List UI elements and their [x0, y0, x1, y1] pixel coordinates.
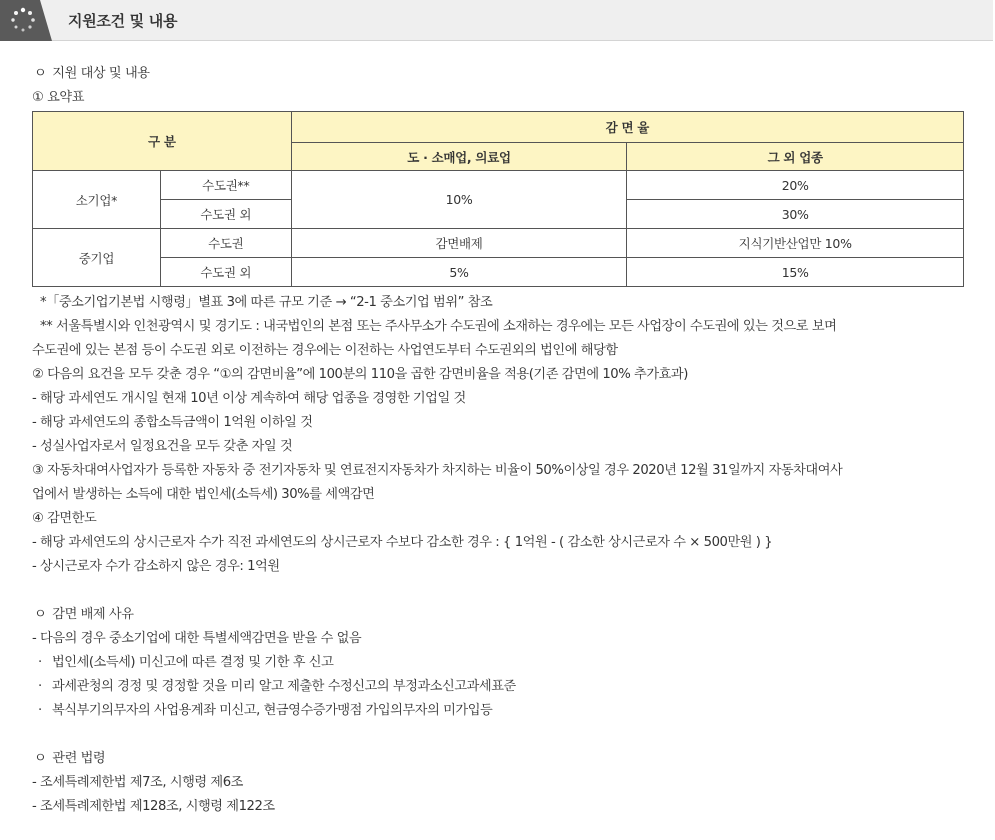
- header-other: 그 외 업종: [627, 143, 964, 171]
- item2-title: ② 다음의 요건을 모두 갖춘 경우 “①의 감면비율”에 100분의 110을 곱한 감면비율을 적용(기존 감면에 10% 추가효과): [32, 367, 688, 382]
- section-law-title: [32, 747, 967, 771]
- medium-other-metro-rate: 지식기반산업만 10%: [627, 229, 964, 258]
- exclusion-item-text: 복식부기의무자의 사업용계좌 미신고, 현금영수증가맹점 가입의무자의 미가입등: [52, 703, 493, 718]
- note-size-criteria: *「중소기업기본법 시행령」별표 3에 따른 규모 기준 → “2-1 중소기업 범위” 참조: [40, 295, 493, 310]
- dots-ring-icon: [10, 7, 36, 33]
- item3-line-1: ③ 자동차대여사업자가 등록한 자동차 중 전기자동차 및 연료전지자동차가 차지하는 비율이 50%이상일 경우 2020년 12월 31일까지 자동차대여사: [32, 463, 843, 478]
- exclusion-intro: - 다음의 경우 중소기업에 대한 특별세액감면을 받을 수 없음: [32, 631, 362, 646]
- page-title: 지원조건 및 내용: [68, 12, 178, 30]
- dot-bullet: ·: [38, 679, 42, 694]
- section-title: 관련 법령: [52, 751, 106, 766]
- exclusion-item: [32, 699, 967, 723]
- header-wholesale: 도 · 소매업, 의료업: [291, 143, 627, 171]
- small-metro-label: 수도권**: [160, 171, 291, 200]
- dot-bullet: ·: [38, 655, 42, 670]
- medium-business-label: 중기업: [33, 229, 161, 287]
- item4-title: ④ 감면한도: [32, 511, 97, 526]
- medium-metro-label: 수도권: [160, 229, 291, 258]
- section-title: 지원 대상 및 내용: [52, 66, 150, 81]
- section-support-title: [32, 62, 967, 86]
- header-rate: 감 면 율: [291, 112, 963, 143]
- small-other-non-metro-rate: 30%: [627, 200, 964, 229]
- medium-non-metro-label: 수도권 외: [160, 258, 291, 287]
- header-division: 구 분: [33, 112, 292, 171]
- exclusion-item: [32, 675, 967, 699]
- dot-bullet: ·: [38, 703, 42, 718]
- item4-condition-1: - 해당 과세연도의 상시근로자 수가 직전 과세연도의 상시근로자 수보다 감소한 경우 : { 1억원 - ( 감소한 상시근로자 수 × 500만원 ) }: [32, 535, 773, 550]
- exclusion-item-text: 법인세(소득세) 미신고에 따른 결정 및 기한 후 신고: [52, 655, 334, 670]
- section-bullet: ㅇ: [34, 607, 47, 622]
- law-item: - 조세특례제한법 제128조, 시행령 제122조: [32, 799, 275, 814]
- summary-title: ① 요약표: [32, 90, 84, 105]
- exclusion-item-text: 과세관청의 경정 및 경정할 것을 미리 알고 제출한 수정신고의 부정과소신고과세표준: [52, 679, 516, 694]
- section-bullet: ㅇ: [34, 751, 47, 766]
- small-non-metro-label: 수도권 외: [160, 200, 291, 229]
- item2-condition-1: - 해당 과세연도 개시일 현재 10년 이상 계속하여 해당 업종을 경영한 기업일 것: [32, 391, 466, 406]
- item2-condition-3: - 성실사업자로서 일정요건을 모두 갖춘 자일 것: [32, 439, 293, 454]
- summary-table: [32, 111, 964, 287]
- small-business-label: 소기업*: [33, 171, 161, 229]
- item2-condition-2: - 해당 과세연도의 종합소득금액이 1억원 이하일 것: [32, 415, 313, 430]
- note-metro-area-cont: 수도권에 있는 본점 등이 수도권 외로 이전하는 경우에는 이전하는 사업연도부터 수도권외의 법인에 해당함: [32, 343, 618, 358]
- small-other-metro-rate: 20%: [627, 171, 964, 200]
- item4-condition-2: - 상시근로자 수가 감소하지 않은 경우: 1억원: [32, 559, 280, 574]
- medium-wholesale-metro-rate: 감면배제: [291, 229, 627, 258]
- section-exclusion-title: [32, 603, 967, 627]
- main-content: [32, 62, 967, 819]
- section-title: 감면 배제 사유: [52, 607, 134, 622]
- note-metro-area: ** 서울특별시와 인천광역시 및 경기도 : 내국법인의 본점 또는 주사무소가 수도권에 소재하는 경우에는 모든 사업장이 수도권에 있는 것으로 보며: [40, 319, 837, 334]
- medium-wholesale-non-metro-rate: 5%: [291, 258, 627, 287]
- exclusion-item: [32, 651, 967, 675]
- law-item: - 조세특례제한법 제7조, 시행령 제6조: [32, 775, 243, 790]
- item3-line-2: 업에서 발생하는 소득에 대한 법인세(소득세) 30%를 세액감면: [32, 487, 375, 502]
- section-header: [0, 0, 995, 42]
- medium-other-non-metro-rate: 15%: [627, 258, 964, 287]
- section-bullet: ㅇ: [34, 66, 47, 81]
- small-wholesale-rate: 10%: [291, 171, 627, 229]
